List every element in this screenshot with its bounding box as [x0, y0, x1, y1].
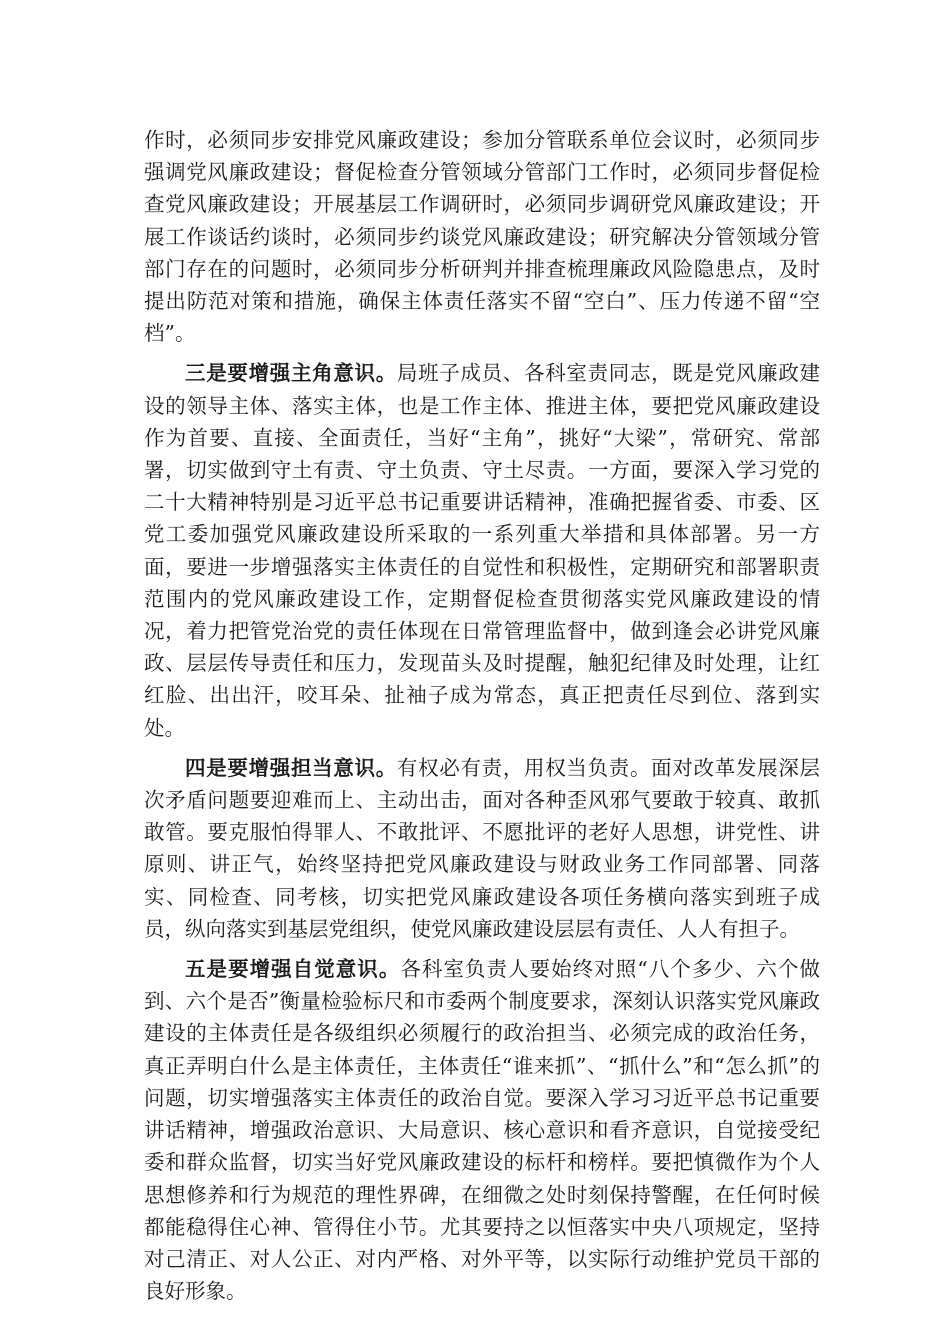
paragraph-protagonist-awareness: [144, 357, 820, 743]
paragraph-lead: 三是要增强主角意识。: [185, 361, 397, 386]
paragraph-self-awareness: [144, 953, 820, 1307]
paragraph-text: 有权必有责，用权当负责。面对改革发展深层次矛盾问题要迎难而上、主动出击，面对各种歪风邪气要敢于较真、敢抓敢管。要克服怕得罪人、不敢批评、不愿批评的老好人思想，讲党性、讲原则、讲正气，始终坚持把党风廉政建设与财政业务工作同部署、同落实、同检查、同考核，切实把党风廉政建设各项任务横向落实到班子成员，纵向落实到基层党组织，使党风廉政建设层层有责任、人人有担子。: [144, 755, 821, 941]
paragraph-continuation: [144, 124, 820, 349]
paragraph-responsibility-awareness: [144, 752, 820, 945]
paragraph-text: 作时，必须同步安排党风廉政建设；参加分管联系单位会议时，必须同步强调党风廉政建设；督促检查分管领域分管部门工作时，必须同步督促检查党风廉政建设；开展基层工作调研时，必须同步调研党风廉政建设；开展工作谈话约谈时，必须同步约谈党风廉政建设；研究解决分管领域分管部门存在的问题时，必须同步分析研判并排查梳理廉政风险隐患点，及时提出防范对策和措施，确保主体责任落实不留“空白”、压力传递不留“空档”。: [144, 128, 820, 346]
paragraph-lead: 四是要增强担当意识。: [185, 755, 397, 780]
paragraph-lead: 五是要增强自觉意识。: [185, 957, 401, 982]
paragraph-text: 局班子成员、各科室责同志，既是党风廉政建设的领导主体、落实主体，也是工作主体、推进主体，要把党风廉政建设作为首要、直接、全面责任，当好“主角”，挑好“大梁”，常研究、常部署，切实做到守土有责、守土负责、守土尽责。一方面，要深入学习党的二十大精神特别是习近平总书记重要讲话精神，准确把握省委、市委、区党工委加强党风廉政建设所采取的一系列重大举措和具体部署。另一方面，要进一步增强落实主体责任的自觉性和积极性，定期研究和部署职责范围内的党风廉政建设工作，定期督促检查贯彻落实党风廉政建设的情况，着力把管党治党的责任体现在日常管理监督中，做到逢会必讲党风廉政、层层传导责任和压力，发现苗头及时提醒，触犯纪律及时处理，让红红脸、出出汗，咬耳朵、扯袖子成为常态，真正把责任尽到位、落到实处。: [144, 361, 821, 740]
paragraph-text: 各科室负责人要始终对照“八个多少、六个做到、六个是否”衡量检验标尺和市委两个制度要求，深刻认识落实党风廉政建设的主体责任是各级组织必须履行的政治担当、必须完成的政治任务，真正弄明白什么是主体责任，主体责任“谁来抓”、“抓什么”和“怎么抓”的问题，切实增强落实主体责任的政治自觉。要深入学习习近平总书记重要讲话精神，增强政治意识、大局意识、核心意识和看齐意识，自觉接受纪委和群众监督，切实当好党风廉政建设的标杆和榜样。要把慎微作为个人思想修养和行为规范的理性界碑，在细微之处时刻保持警醒，在任何时候都能稳得住心神、管得住小节。尤其要持之以恒落实中央八项规定，坚持对己清正、对人公正、对内严格、对外平等，以实际行动维护党员干部的良好形象。: [144, 957, 821, 1304]
document-page: [144, 124, 820, 1315]
